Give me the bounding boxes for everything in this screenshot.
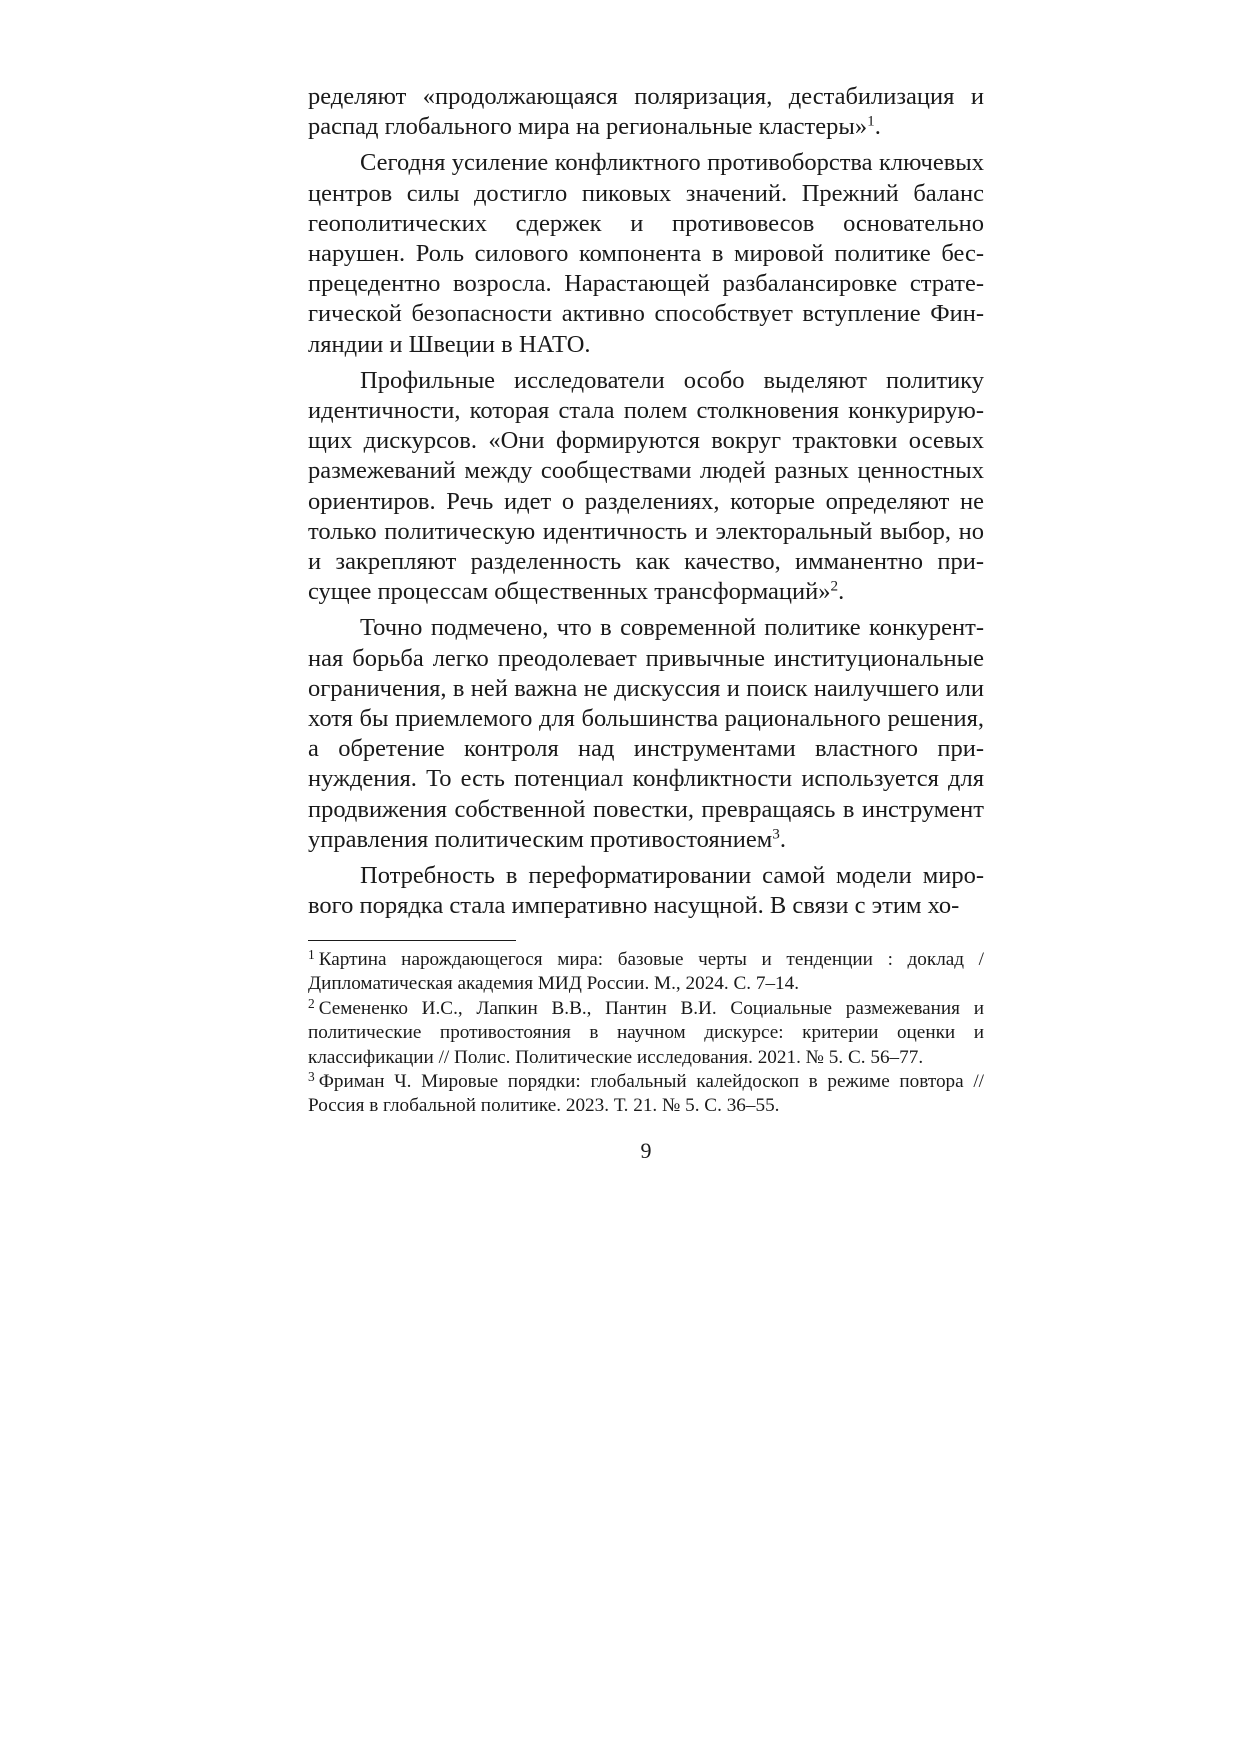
footnote-2-marker: 2: [308, 995, 315, 1011]
footnote-3-text: Фриман Ч. Мировые порядки: глобальный калейдоскоп в режиме повтора // Россия в глобальной политике. 2023. Т. 21. № 5. С. 36–55.: [308, 1071, 984, 1117]
footnote-1: [308, 948, 984, 997]
paragraph-4-text: Точно подмечено, что в современной политике конкурентная борьба легко преодолевает привычные институциональные ограничения, в ней важна не дискуссия и поиск наилучшего или хотя бы приемлемого для большинства рационального решения, а обретение контроля над инструментами властного принуждения. То есть потенциал конфликтности используется для продвижения собственной повестки, превращаясь в инструмент управления политическим противостоянием: [308, 614, 984, 853]
page-number: 9: [640, 1138, 652, 1163]
footnote-ref-3[interactable]: 3: [772, 825, 780, 843]
paragraph-3-text: Профильные исследователи особо выделяют политику идентичности, которая стала полем столкновения конкурирующих дискурсов. «Они формируются вокруг трактовки осевых размежеваний между сообществами людей разных ценностных ориентиров. Речь идет о разделениях, которые определяют не только политическую идентичность и электоральный выбор, но и закрепляют разделенность как качество, имманентно присущее процессам общественных трансформаций»: [308, 366, 984, 606]
paragraph-3: [308, 366, 984, 608]
paragraph-3-tail: .: [838, 578, 845, 606]
paragraph-4: [308, 613, 984, 855]
footnotes-section: [308, 948, 984, 1119]
footnote-3-marker: 3: [308, 1068, 315, 1084]
footnote-2: [308, 997, 984, 1070]
footnote-2-text: Семененко И.С., Лапкин В.В., Пантин В.И. Социальные размежевания и политические противостояния в научном дискурсе: критерии оценки и классификации // Полис. Политические исследования. 2021. № 5. С. 56–77.: [308, 997, 984, 1068]
paragraph-1-text: ределяют «продолжающаяся поляризация, дестабилизация и распад глобального мира на региональные кластеры»: [308, 83, 984, 141]
paragraph-4-tail: .: [779, 825, 786, 853]
footnote-ref-1[interactable]: 1: [867, 112, 875, 130]
footnote-ref-2[interactable]: 2: [830, 577, 839, 595]
paragraph-1-tail: .: [874, 113, 881, 141]
paragraph-5-text: Потребность в переформатировании самой модели мирового порядка стала императивно насущной. В связи с этим хо-: [308, 862, 984, 920]
footnote-3: [308, 1070, 984, 1119]
paragraph-5: [308, 861, 984, 921]
paragraph-2-text: Сегодня усиление конфликтного противоборства ключевых центров силы достигло пиковых значений. Прежний баланс геополитических сдержек и противовесов основательно нарушен. Роль силового компонента в мировой политике беспрецедентно возросла. Нарастающей разбалансировке стратегической безопасности активно способствует вступление Финляндии и Швеции в НАТО.: [308, 149, 984, 358]
footnote-1-text: Картина нарождающегося мира: базовые черты и тенденции : доклад / Дипломатическая академия МИД России. М., 2024. С. 7–14.: [308, 949, 984, 995]
paragraph-1: [308, 82, 984, 142]
paragraph-2: [308, 148, 984, 359]
footnote-separator: [308, 940, 516, 941]
main-text: [308, 82, 984, 927]
footnote-1-marker: 1: [308, 946, 315, 962]
